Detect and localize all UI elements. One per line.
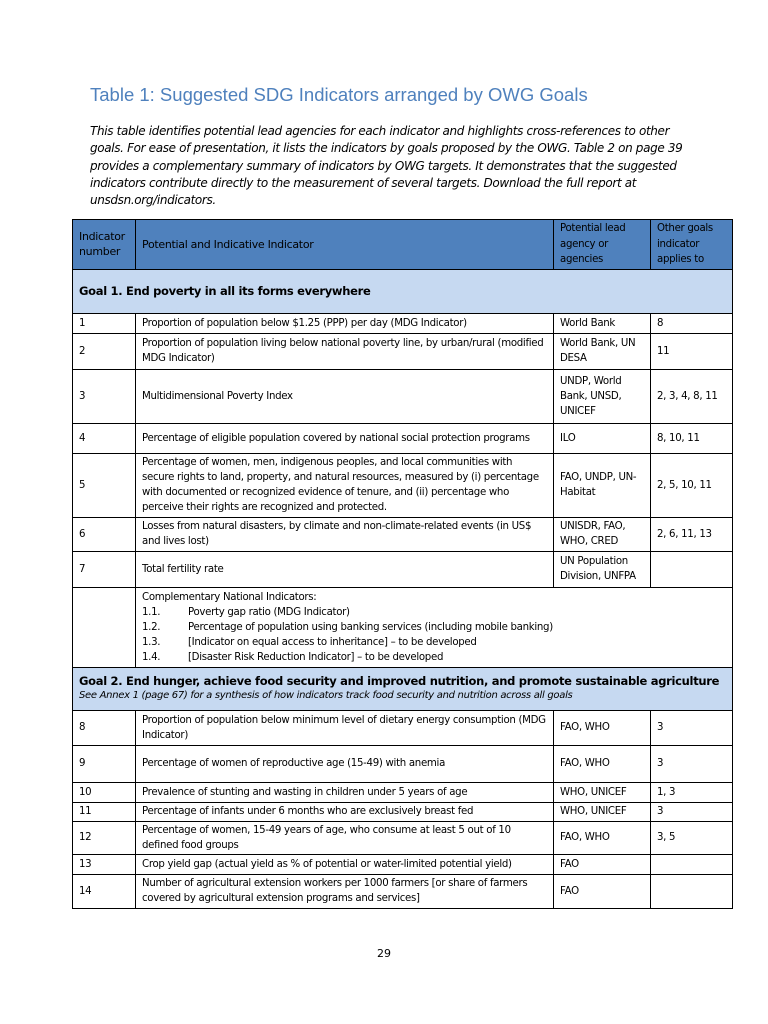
intro-paragraph: This table identifies potential lead agencies for each indicator and highlights cross-references to other goals. For ease of presentation, it lists the indicators by goals proposed by the OWG. Table 2 on page 39 provides a complementary summary of indicators by OWG targets. It demonstrates that the suggested indicators contribute directly to the measurement of several targets. Download the full report at unsdsn.org/indicators. [90, 124, 683, 208]
lead-agency: FAO, WHO [554, 821, 651, 854]
other-goals: 3 [651, 710, 733, 745]
item-text: Poverty gap ratio (MDG Indicator) [188, 606, 350, 618]
page-number: 29 [377, 947, 391, 960]
indicator-number: 7 [73, 551, 136, 587]
table-row [73, 551, 733, 587]
indicator-number: 8 [73, 710, 136, 745]
indicator-text: Percentage of women of reproductive age (15-49) with anemia [136, 745, 554, 782]
lead-agency: World Bank, UN DESA [554, 333, 651, 369]
item-text: Percentage of population using banking services (including mobile banking) [188, 621, 553, 633]
goal-2-title: Goal 2. End hunger, achieve food security and improved nutrition, and promote sustainable agriculture [79, 674, 720, 688]
table-row [73, 874, 733, 908]
table-row [73, 369, 733, 423]
indicator-text: Percentage of women, 15-49 years of age, who consume at least 5 out of 10 defined food groups [136, 821, 554, 854]
item-number: 1.3. [142, 636, 161, 648]
indicator-number: 11 [73, 802, 136, 821]
table-row [73, 854, 733, 874]
table-row [73, 782, 733, 802]
item-number: 1.4. [142, 651, 161, 663]
table-row [73, 821, 733, 854]
indicator-number: 13 [73, 854, 136, 874]
lead-agency: FAO [554, 874, 651, 908]
other-goals: 8, 10, 11 [651, 423, 733, 453]
list-item [142, 620, 726, 635]
table-header-row [73, 220, 733, 270]
indicator-text: Crop yield gap (actual yield as % of potential or water-limited potential yield) [136, 854, 554, 874]
indicator-number: 2 [73, 333, 136, 369]
indicator-text: Proportion of population living below national poverty line, by urban/rural (modified MDG Indicator) [136, 333, 554, 369]
indicator-text: Number of agricultural extension workers per 1000 farmers [or share of farmers covered by agricultural extension programs and services] [136, 874, 554, 908]
table-row [73, 313, 733, 333]
indicator-number: 6 [73, 517, 136, 551]
other-goals: 2, 6, 11, 13 [651, 517, 733, 551]
indicator-text: Proportion of population below minimum level of dietary energy consumption (MDG Indicator) [136, 710, 554, 745]
goal-1-row [73, 269, 733, 313]
indicator-number: 3 [73, 369, 136, 423]
other-goals: 3 [651, 745, 733, 782]
lead-agency: ILO [554, 423, 651, 453]
table-row [73, 517, 733, 551]
other-goals [651, 874, 733, 908]
lead-agency: FAO, WHO [554, 745, 651, 782]
list-item [142, 650, 726, 665]
page-title: Table 1: Suggested SDG Indicators arranged by OWG Goals [90, 84, 588, 105]
lead-agency: World Bank [554, 313, 651, 333]
indicator-number: 1 [73, 313, 136, 333]
other-goals: 8 [651, 313, 733, 333]
table-row [73, 423, 733, 453]
item-number: 1.2. [142, 621, 161, 633]
list-item [142, 605, 726, 620]
goal-2-header [73, 667, 733, 710]
header-indicator-number: Indicator number [73, 220, 136, 270]
complementary-heading: Complementary National Indicators: [142, 591, 317, 603]
table-row [73, 802, 733, 821]
lead-agency: UNISDR, FAO, WHO, CRED [554, 517, 651, 551]
item-text: [Indicator on equal access to inheritance] – to be developed [188, 636, 477, 648]
other-goals: 3 [651, 802, 733, 821]
other-goals [651, 551, 733, 587]
indicator-number: 12 [73, 821, 136, 854]
goal-2-row [73, 667, 733, 710]
lead-agency: FAO [554, 854, 651, 874]
lead-agency: FAO, UNDP, UN-Habitat [554, 453, 651, 517]
indicator-text: Percentage of eligible population covered by national social protection programs [136, 423, 554, 453]
other-goals: 3, 5 [651, 821, 733, 854]
other-goals [651, 854, 733, 874]
table-row [73, 745, 733, 782]
other-goals: 11 [651, 333, 733, 369]
other-goals: 1, 3 [651, 782, 733, 802]
indicator-number: 14 [73, 874, 136, 908]
indicator-number: 9 [73, 745, 136, 782]
goal-1-title: Goal 1. End poverty in all its forms everywhere [73, 269, 733, 313]
item-number: 1.1. [142, 606, 161, 618]
item-text: [Disaster Risk Reduction Indicator] – to be developed [188, 651, 444, 663]
indicator-text: Multidimensional Poverty Index [136, 369, 554, 423]
indicator-number: 4 [73, 423, 136, 453]
lead-agency: WHO, UNICEF [554, 782, 651, 802]
complementary-indicators [136, 587, 733, 667]
empty-cell [73, 587, 136, 667]
other-goals: 2, 5, 10, 11 [651, 453, 733, 517]
indicator-text: Losses from natural disasters, by climate and non-climate-related events (in US$ and lives lost) [136, 517, 554, 551]
complementary-row [73, 587, 733, 667]
list-item [142, 635, 726, 650]
table-row [73, 453, 733, 517]
other-goals: 2, 3, 4, 8, 11 [651, 369, 733, 423]
header-indicator: Potential and Indicative Indicator [136, 220, 554, 270]
table-row [73, 710, 733, 745]
indicator-text: Proportion of population below $1.25 (PPP) per day (MDG Indicator) [136, 313, 554, 333]
indicator-text: Percentage of infants under 6 months who are exclusively breast fed [136, 802, 554, 821]
indicator-number: 5 [73, 453, 136, 517]
indicator-text: Total fertility rate [136, 551, 554, 587]
goal-2-subtitle: See Annex 1 (page 67) for a synthesis of how indicators track food security and nutrition across all goals [79, 690, 573, 701]
table-row [73, 333, 733, 369]
sdg-indicators-table [72, 219, 733, 909]
indicator-text: Prevalence of stunting and wasting in children under 5 years of age [136, 782, 554, 802]
lead-agency: UNDP, World Bank, UNSD, UNICEF [554, 369, 651, 423]
lead-agency: FAO, WHO [554, 710, 651, 745]
lead-agency: WHO, UNICEF [554, 802, 651, 821]
indicator-number: 10 [73, 782, 136, 802]
header-other-goals: Other goals indicator applies to [651, 220, 733, 270]
lead-agency: UN Population Division, UNFPA [554, 551, 651, 587]
indicator-text: Percentage of women, men, indigenous peoples, and local communities with secure rights to land, property, and natural resources, measured by (i) percentage with documented or recognized evidence of tenure, and (ii) percentage who perceive their rights are recognized and protected. [136, 453, 554, 517]
header-lead-agency: Potential lead agency or agencies [554, 220, 651, 270]
